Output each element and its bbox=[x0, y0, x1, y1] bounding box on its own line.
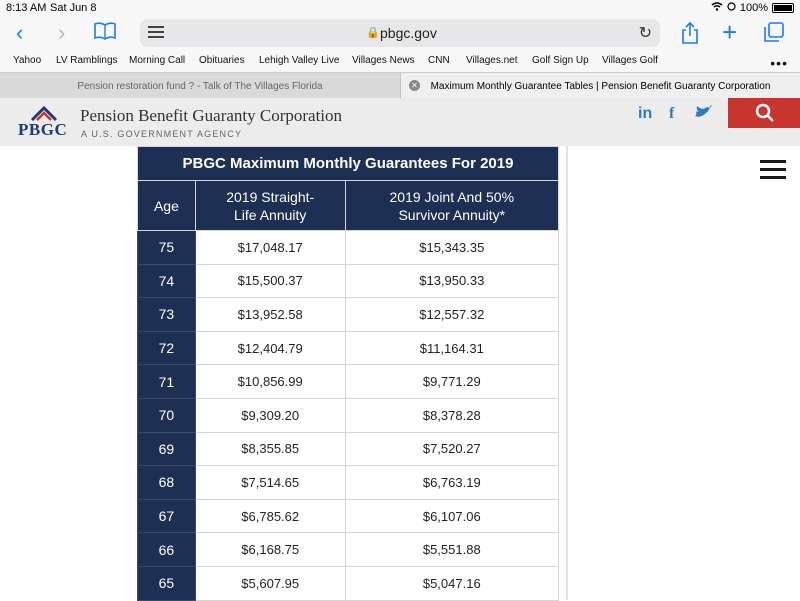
straight-life-header bbox=[195, 181, 345, 231]
straight-life-value: $5,607.95 bbox=[195, 566, 345, 600]
bookmark-item[interactable]: Morning Call bbox=[129, 55, 186, 66]
search-button[interactable] bbox=[728, 98, 800, 128]
header-line: Life Annuity bbox=[234, 206, 307, 223]
tab-pbgc[interactable] bbox=[400, 73, 800, 99]
joint-survivor-value: $9,771.29 bbox=[345, 365, 558, 399]
table-row bbox=[138, 231, 559, 265]
header-line: 2019 Straight- bbox=[226, 188, 315, 205]
share-icon[interactable] bbox=[681, 22, 699, 48]
straight-life-value: $17,048.17 bbox=[195, 231, 345, 265]
battery-percent: 100% bbox=[739, 2, 768, 14]
content-divider bbox=[566, 146, 568, 600]
facebook-icon[interactable]: f bbox=[669, 105, 675, 122]
age-header: Age bbox=[138, 181, 196, 231]
joint-survivor-header bbox=[345, 181, 558, 231]
table-row bbox=[138, 566, 559, 600]
guarantee-table bbox=[137, 146, 559, 601]
age-cell: 75 bbox=[138, 231, 196, 265]
age-cell: 68 bbox=[138, 466, 196, 500]
table-row bbox=[138, 398, 559, 432]
logo-text: PBGC bbox=[18, 120, 68, 139]
url-text[interactable]: pbgc.gov bbox=[380, 25, 437, 41]
bookmark-item[interactable]: Villages Golf bbox=[602, 55, 658, 66]
table-row bbox=[138, 264, 559, 298]
bookmark-item[interactable]: Villages News bbox=[352, 55, 415, 66]
bookmark-item[interactable]: Obituaries bbox=[199, 55, 245, 66]
joint-survivor-value: $13,950.33 bbox=[345, 264, 558, 298]
straight-life-value: $6,785.62 bbox=[195, 499, 345, 533]
joint-survivor-value: $5,551.88 bbox=[345, 533, 558, 567]
reader-view-icon[interactable] bbox=[148, 26, 164, 41]
joint-survivor-value: $11,164.31 bbox=[345, 331, 558, 365]
status-date: Sat Jun 8 bbox=[50, 2, 97, 14]
table-row bbox=[138, 432, 559, 466]
joint-survivor-value: $6,763.19 bbox=[345, 466, 558, 500]
age-cell: 72 bbox=[138, 331, 196, 365]
reload-icon[interactable]: ↻ bbox=[638, 25, 652, 42]
bookmark-item[interactable]: LV Ramblings bbox=[56, 55, 118, 66]
tabs-overview-icon[interactable] bbox=[764, 22, 784, 46]
header-line: 2019 Joint And 50% bbox=[389, 188, 515, 205]
tab-talk-of-the-villages[interactable] bbox=[0, 73, 400, 99]
straight-life-value: $7,514.65 bbox=[195, 466, 345, 500]
joint-survivor-value: $5,047.16 bbox=[345, 566, 558, 600]
more-icon[interactable]: ••• bbox=[770, 55, 788, 71]
table-row bbox=[138, 331, 559, 365]
joint-survivor-value: $8,378.28 bbox=[345, 398, 558, 432]
close-tab-icon[interactable]: ✕ bbox=[409, 80, 420, 91]
bookmarks-bar bbox=[0, 50, 800, 72]
age-cell: 71 bbox=[138, 365, 196, 399]
joint-survivor-value: $7,520.27 bbox=[345, 432, 558, 466]
table-row bbox=[138, 365, 559, 399]
forward-arrow-icon[interactable]: › bbox=[58, 20, 66, 45]
table-caption: PBGC Maximum Monthly Guarantees For 2019 bbox=[138, 147, 559, 181]
age-cell: 65 bbox=[138, 566, 196, 600]
menu-hamburger-icon[interactable] bbox=[760, 160, 786, 184]
straight-life-value: $15,500.37 bbox=[195, 264, 345, 298]
age-cell: 74 bbox=[138, 264, 196, 298]
table-row bbox=[138, 533, 559, 567]
site-header bbox=[0, 98, 800, 146]
joint-survivor-value: $12,557.32 bbox=[345, 298, 558, 332]
table-row bbox=[138, 499, 559, 533]
linkedin-icon[interactable]: in bbox=[638, 105, 653, 122]
alarm-icon bbox=[727, 2, 736, 14]
joint-survivor-value: $6,107.06 bbox=[345, 499, 558, 533]
age-cell: 70 bbox=[138, 398, 196, 432]
straight-life-value: $10,856.99 bbox=[195, 365, 345, 399]
bookmark-item[interactable]: Villages.net bbox=[466, 55, 518, 66]
tab-title: Pension restoration fund ? - Talk of The Villages Florida bbox=[77, 80, 323, 92]
new-tab-plus-icon[interactable]: + bbox=[722, 17, 738, 47]
table-row bbox=[138, 466, 559, 500]
bookmark-item[interactable]: Lehigh Valley Live bbox=[259, 55, 340, 66]
tab-strip bbox=[0, 72, 800, 98]
battery-icon bbox=[772, 3, 794, 13]
straight-life-value: $13,952.58 bbox=[195, 298, 345, 332]
bookmark-item[interactable]: CNN bbox=[428, 55, 450, 66]
bookmark-item[interactable]: Yahoo bbox=[13, 55, 42, 66]
joint-survivor-value: $15,343.35 bbox=[345, 231, 558, 265]
straight-life-value: $12,404.79 bbox=[195, 331, 345, 365]
table-body bbox=[138, 231, 559, 601]
status-time: 8:13 AM bbox=[6, 2, 47, 14]
twitter-icon[interactable] bbox=[694, 104, 712, 124]
lock-icon: 🔒 bbox=[366, 27, 380, 39]
status-bar bbox=[0, 0, 800, 16]
back-arrow-icon[interactable]: ‹ bbox=[16, 20, 24, 45]
age-cell: 73 bbox=[138, 298, 196, 332]
age-cell: 66 bbox=[138, 533, 196, 567]
org-subtitle: A U.S. GOVERNMENT AGENCY bbox=[81, 129, 243, 139]
age-cell: 67 bbox=[138, 499, 196, 533]
org-name[interactable]: Pension Benefit Guaranty Corporation bbox=[80, 106, 343, 125]
bookmarks-book-icon[interactable] bbox=[94, 22, 116, 44]
table-row bbox=[138, 298, 559, 332]
straight-life-value: $6,168.75 bbox=[195, 533, 345, 567]
header-line: Survivor Annuity* bbox=[398, 206, 506, 223]
status-right bbox=[711, 2, 794, 14]
bookmark-item[interactable]: Golf Sign Up bbox=[532, 55, 589, 66]
straight-life-value: $9,309.20 bbox=[195, 398, 345, 432]
straight-life-value: $8,355.85 bbox=[195, 432, 345, 466]
address-bar[interactable] bbox=[140, 19, 660, 47]
wifi-icon bbox=[711, 2, 723, 14]
age-cell: 69 bbox=[138, 432, 196, 466]
tab-title: Maximum Monthly Guarantee Tables | Pension Benefit Guaranty Corporation bbox=[430, 80, 771, 92]
